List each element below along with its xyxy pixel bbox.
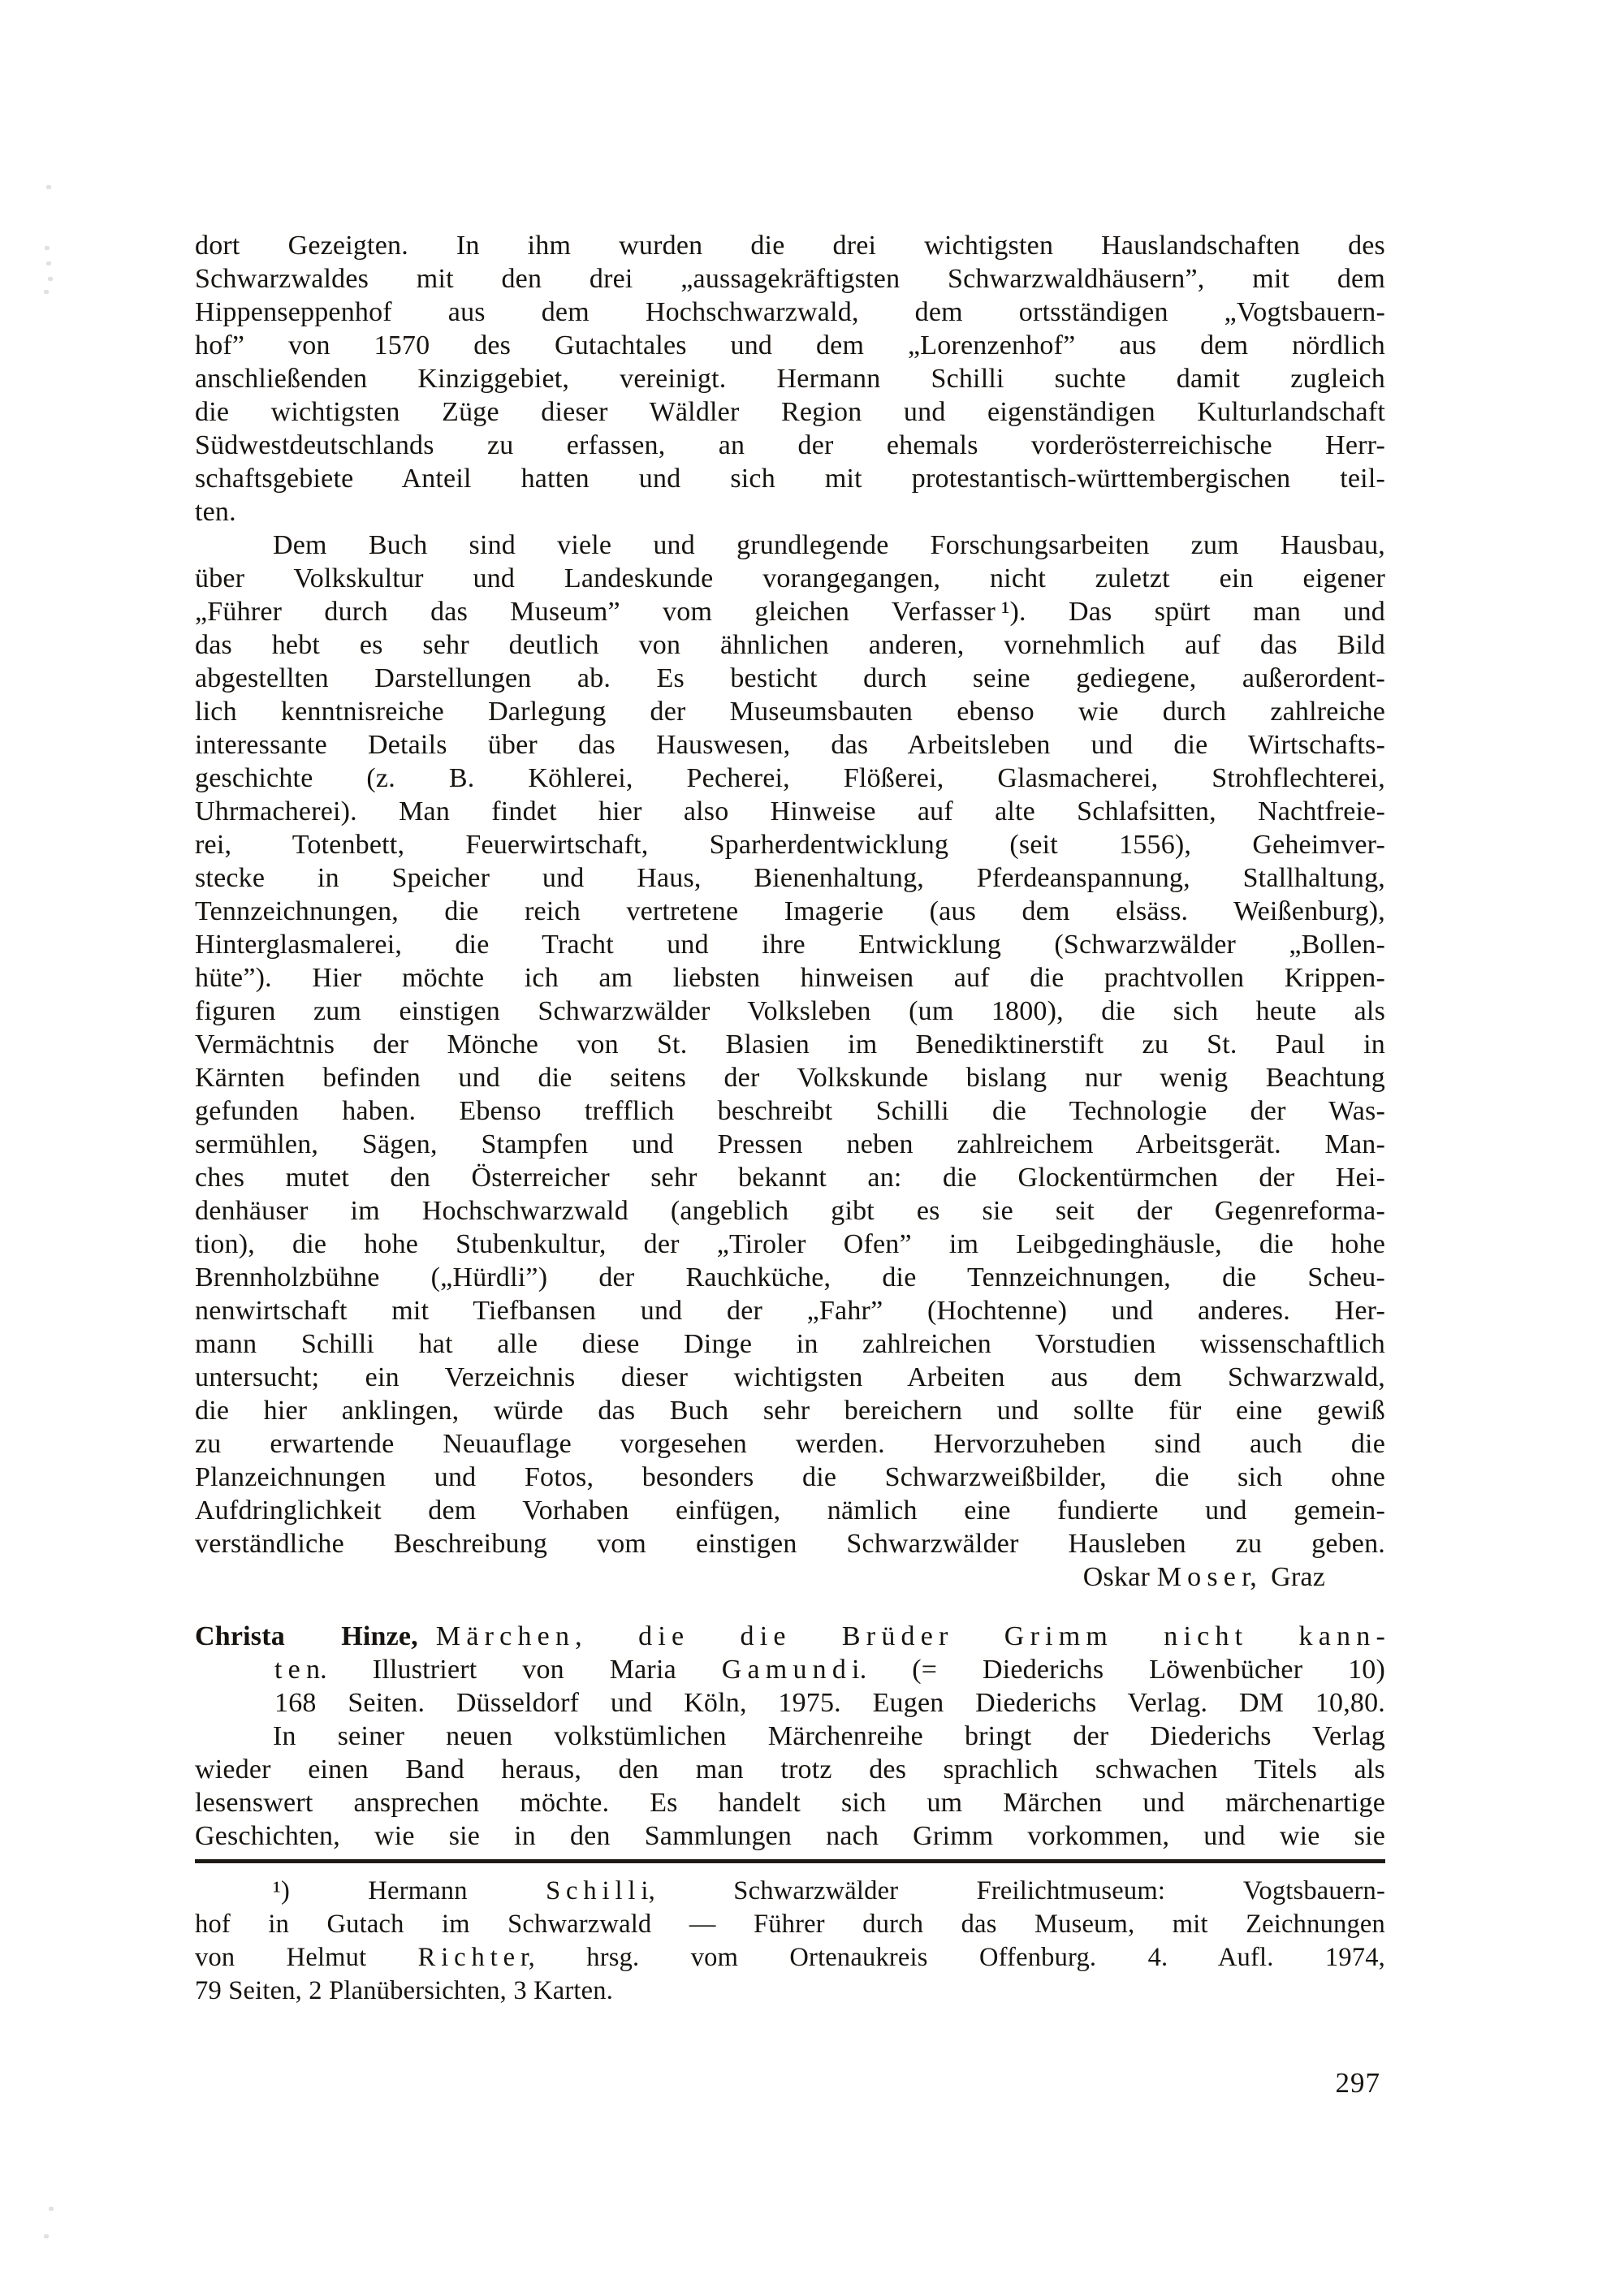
review-paragraph-continuation <box>195 229 1385 529</box>
review-book-title: M ä r c h e n , d i e d i e B r ü d e r G r i m m n i c h t k a n n - <box>435 1621 1385 1651</box>
text-line: zu erwartende Neuauflage vorgesehen werden. Hervorzuheben sind auch die <box>195 1429 1385 1459</box>
page-number: 297 <box>1335 2067 1380 2099</box>
text-line: stecke in Speicher und Haus, Bienenhaltung, Pferdeanspannung, Stallhaltung, <box>195 863 1385 893</box>
text-line: Schwarzwaldes mit den drei „aussagekräftigsten Schwarzwaldhäusern”, mit dem <box>195 264 1385 294</box>
text-column <box>195 229 1385 2008</box>
review-paragraph <box>195 529 1385 1560</box>
text-line: schaftsgebiete Anteil hatten und sich mit protestantisch-württembergischen teil- <box>195 464 1385 494</box>
scan-speck <box>44 2234 49 2238</box>
text-line: interessante Details über das Hauswesen, das Arbeitsleben und die Wirtschafts- <box>195 730 1385 760</box>
text-line: hof” von 1570 des Gutachtales und dem „Lorenzenhof” aus dem nördlich <box>195 330 1385 360</box>
text-line: ches mutet den Österreicher sehr bekannt an: die Glockentürmchen der Hei- <box>195 1163 1385 1193</box>
text-line: Hinterglasmalerei, die Tracht und ihre Entwicklung (Schwarzwälder „Bollen- <box>195 930 1385 960</box>
scan-speck <box>44 290 49 294</box>
text-line: dort Gezeigten. In ihm wurden die drei wichtigsten Hauslandschaften des <box>195 231 1385 261</box>
heading-line: 168 Seiten. Düsseldorf und Köln, 1975. Eugen Diederichs Verlag. DM 10,80. <box>274 1688 1385 1718</box>
text-line: hof in Gutach im Schwarzwald — Führer durch das Museum, mit Zeichnungen <box>195 1910 1385 1939</box>
text-line: Dem Buch sind viele und grundlegende Forschungsarbeiten zum Hausbau, <box>273 530 1385 560</box>
scan-speck <box>49 2207 54 2211</box>
review-paragraph <box>195 1720 1385 1853</box>
text-line: Vermächtnis der Mönche von St. Blasien im Benediktinerstift zu St. Paul in <box>195 1029 1385 1060</box>
text-line: „Führer durch das Museum” vom gleichen Verfasser ¹). Das spürt man und <box>195 597 1385 627</box>
text-line: die hier anklingen, würde das Buch sehr bereichern und sollte für eine gewiß <box>195 1396 1385 1426</box>
text-line: Tennzeichnungen, die reich vertretene Imagerie (aus dem elsäss. Weißenburg), <box>195 896 1385 926</box>
text-line: von Helmut R i c h t e r, hrsg. vom Ortenaukreis Offenburg. 4. Aufl. 1974, <box>195 1943 1385 1972</box>
text-line: hüte”). Hier möchte ich am liebsten hinweisen auf die prachtvollen Krippen- <box>195 963 1385 993</box>
text-line: In seiner neuen volkstümlichen Märchenreihe bringt der Diederichs Verlag <box>273 1721 1385 1751</box>
heading-line: t e n. Illustriert von Maria G a m u n d i. (= Diederichs Löwenbücher 10) <box>274 1655 1385 1685</box>
text-line: 79 Seiten, 2 Planübersichten, 3 Karten. <box>195 1976 614 2005</box>
text-line: lesenswert ansprechen möchte. Es handelt sich um Märchen und märchenartige <box>195 1788 1385 1818</box>
text-line: über Volkskultur und Landeskunde vorangegangen, nicht zuletzt ein eigener <box>195 563 1385 593</box>
text-line: denhäuser im Hochschwarzwald (angeblich gibt es sie seit der Gegenreforma- <box>195 1196 1385 1226</box>
text-line: Aufdringlichkeit dem Vorhaben einfügen, nämlich eine fundierte und gemein- <box>195 1495 1385 1526</box>
text-line: gefunden haben. Ebenso trefflich beschreibt Schilli die Technologie der Was- <box>195 1096 1385 1126</box>
scan-speck <box>46 261 51 265</box>
text-line: lich kenntnisreiche Darlegung der Museumsbauten ebenso wie durch zahlreiche <box>195 697 1385 727</box>
text-line: mann Schilli hat alle diese Dinge in zahlreichen Vorstudien wissenschaftlich <box>195 1329 1385 1359</box>
text-line: Brennholzbühne („Hürdli”) der Rauchküche, die Tennzeichnungen, die Scheu- <box>195 1262 1385 1293</box>
scan-speck <box>48 277 53 281</box>
text-line: das hebt es sehr deutlich von ähnlichen anderen, vornehmlich auf das Bild <box>195 630 1385 660</box>
text-line: tion), die hohe Stubenkultur, der „Tiroler Ofen” im Leibgedinghäusle, die hohe <box>195 1229 1385 1259</box>
text-line: Kärnten befinden und die seitens der Volkskunde bislang nur wenig Beachtung <box>195 1063 1385 1093</box>
text-line: rei, Totenbett, Feuerwirtschaft, Sparherdentwicklung (seit 1556), Geheimver- <box>195 830 1385 860</box>
book-review-heading <box>195 1620 1385 1720</box>
footnote-rule <box>195 1859 1385 1863</box>
scan-speck <box>45 246 50 250</box>
text-line: geschichte (z. B. Köhlerei, Pecherei, Flößerei, Glasmacherei, Strohflechterei, <box>195 763 1385 793</box>
text-line: figuren zum einstigen Schwarzwälder Volksleben (um 1800), die sich heute als <box>195 996 1385 1026</box>
text-line: Südwestdeutschlands zu erfassen, an der ehemals vorderösterreichische Herr- <box>195 430 1385 460</box>
text-line: abgestellten Darstellungen ab. Es besticht durch seine gediegene, außerordent- <box>195 663 1385 693</box>
footnote <box>195 1875 1385 2008</box>
reviewer-signature: Oskar M o s e r, Graz <box>1082 1562 1325 1592</box>
text-line: sermühlen, Sägen, Stampfen und Pressen neben zahlreichem Arbeitsgerät. Man- <box>195 1129 1385 1159</box>
text-line: Geschichten, wie sie in den Sammlungen nach Grimm vorkommen, und wie sie <box>195 1821 1385 1851</box>
scan-speck <box>46 185 51 189</box>
text-line: untersucht; ein Verzeichnis dieser wichtigsten Arbeiten aus dem Schwarzwald, <box>195 1362 1385 1392</box>
text-line: wieder einen Band heraus, den man trotz des sprachlich schwachen Titels als <box>195 1754 1385 1785</box>
text-line: Planzeichnungen und Fotos, besonders die Schwarzweißbilder, die sich ohne <box>195 1462 1385 1492</box>
text-line: Uhrmacherei). Man findet hier also Hinweise auf alte Schlafsitten, Nachtfreie- <box>195 796 1385 826</box>
text-line: Hippenseppenhof aus dem Hochschwarzwald, dem ortsständigen „Vogtsbauern- <box>195 297 1385 327</box>
text-line: ¹) Hermann S c h i l l i, Schwarzwälder Freilichtmuseum: Vogtsbauern- <box>273 1876 1385 1905</box>
text-line: ten. <box>195 497 236 527</box>
review-author-name: Christa Hinze, <box>195 1621 418 1651</box>
heading-line <box>195 1620 1385 1653</box>
text-line: die wichtigsten Züge dieser Wäldler Region und eigenständigen Kulturlandschaft <box>195 397 1385 427</box>
text-line: anschließenden Kinziggebiet, vereinigt. Hermann Schilli suchte damit zugleich <box>195 364 1385 394</box>
text-line: verständliche Beschreibung vom einstigen Schwarzwälder Hausleben zu geben. <box>195 1529 1385 1559</box>
text-line: nenwirtschaft mit Tiefbansen und der „Fahr” (Hochtenne) und anderes. Her- <box>195 1296 1385 1326</box>
